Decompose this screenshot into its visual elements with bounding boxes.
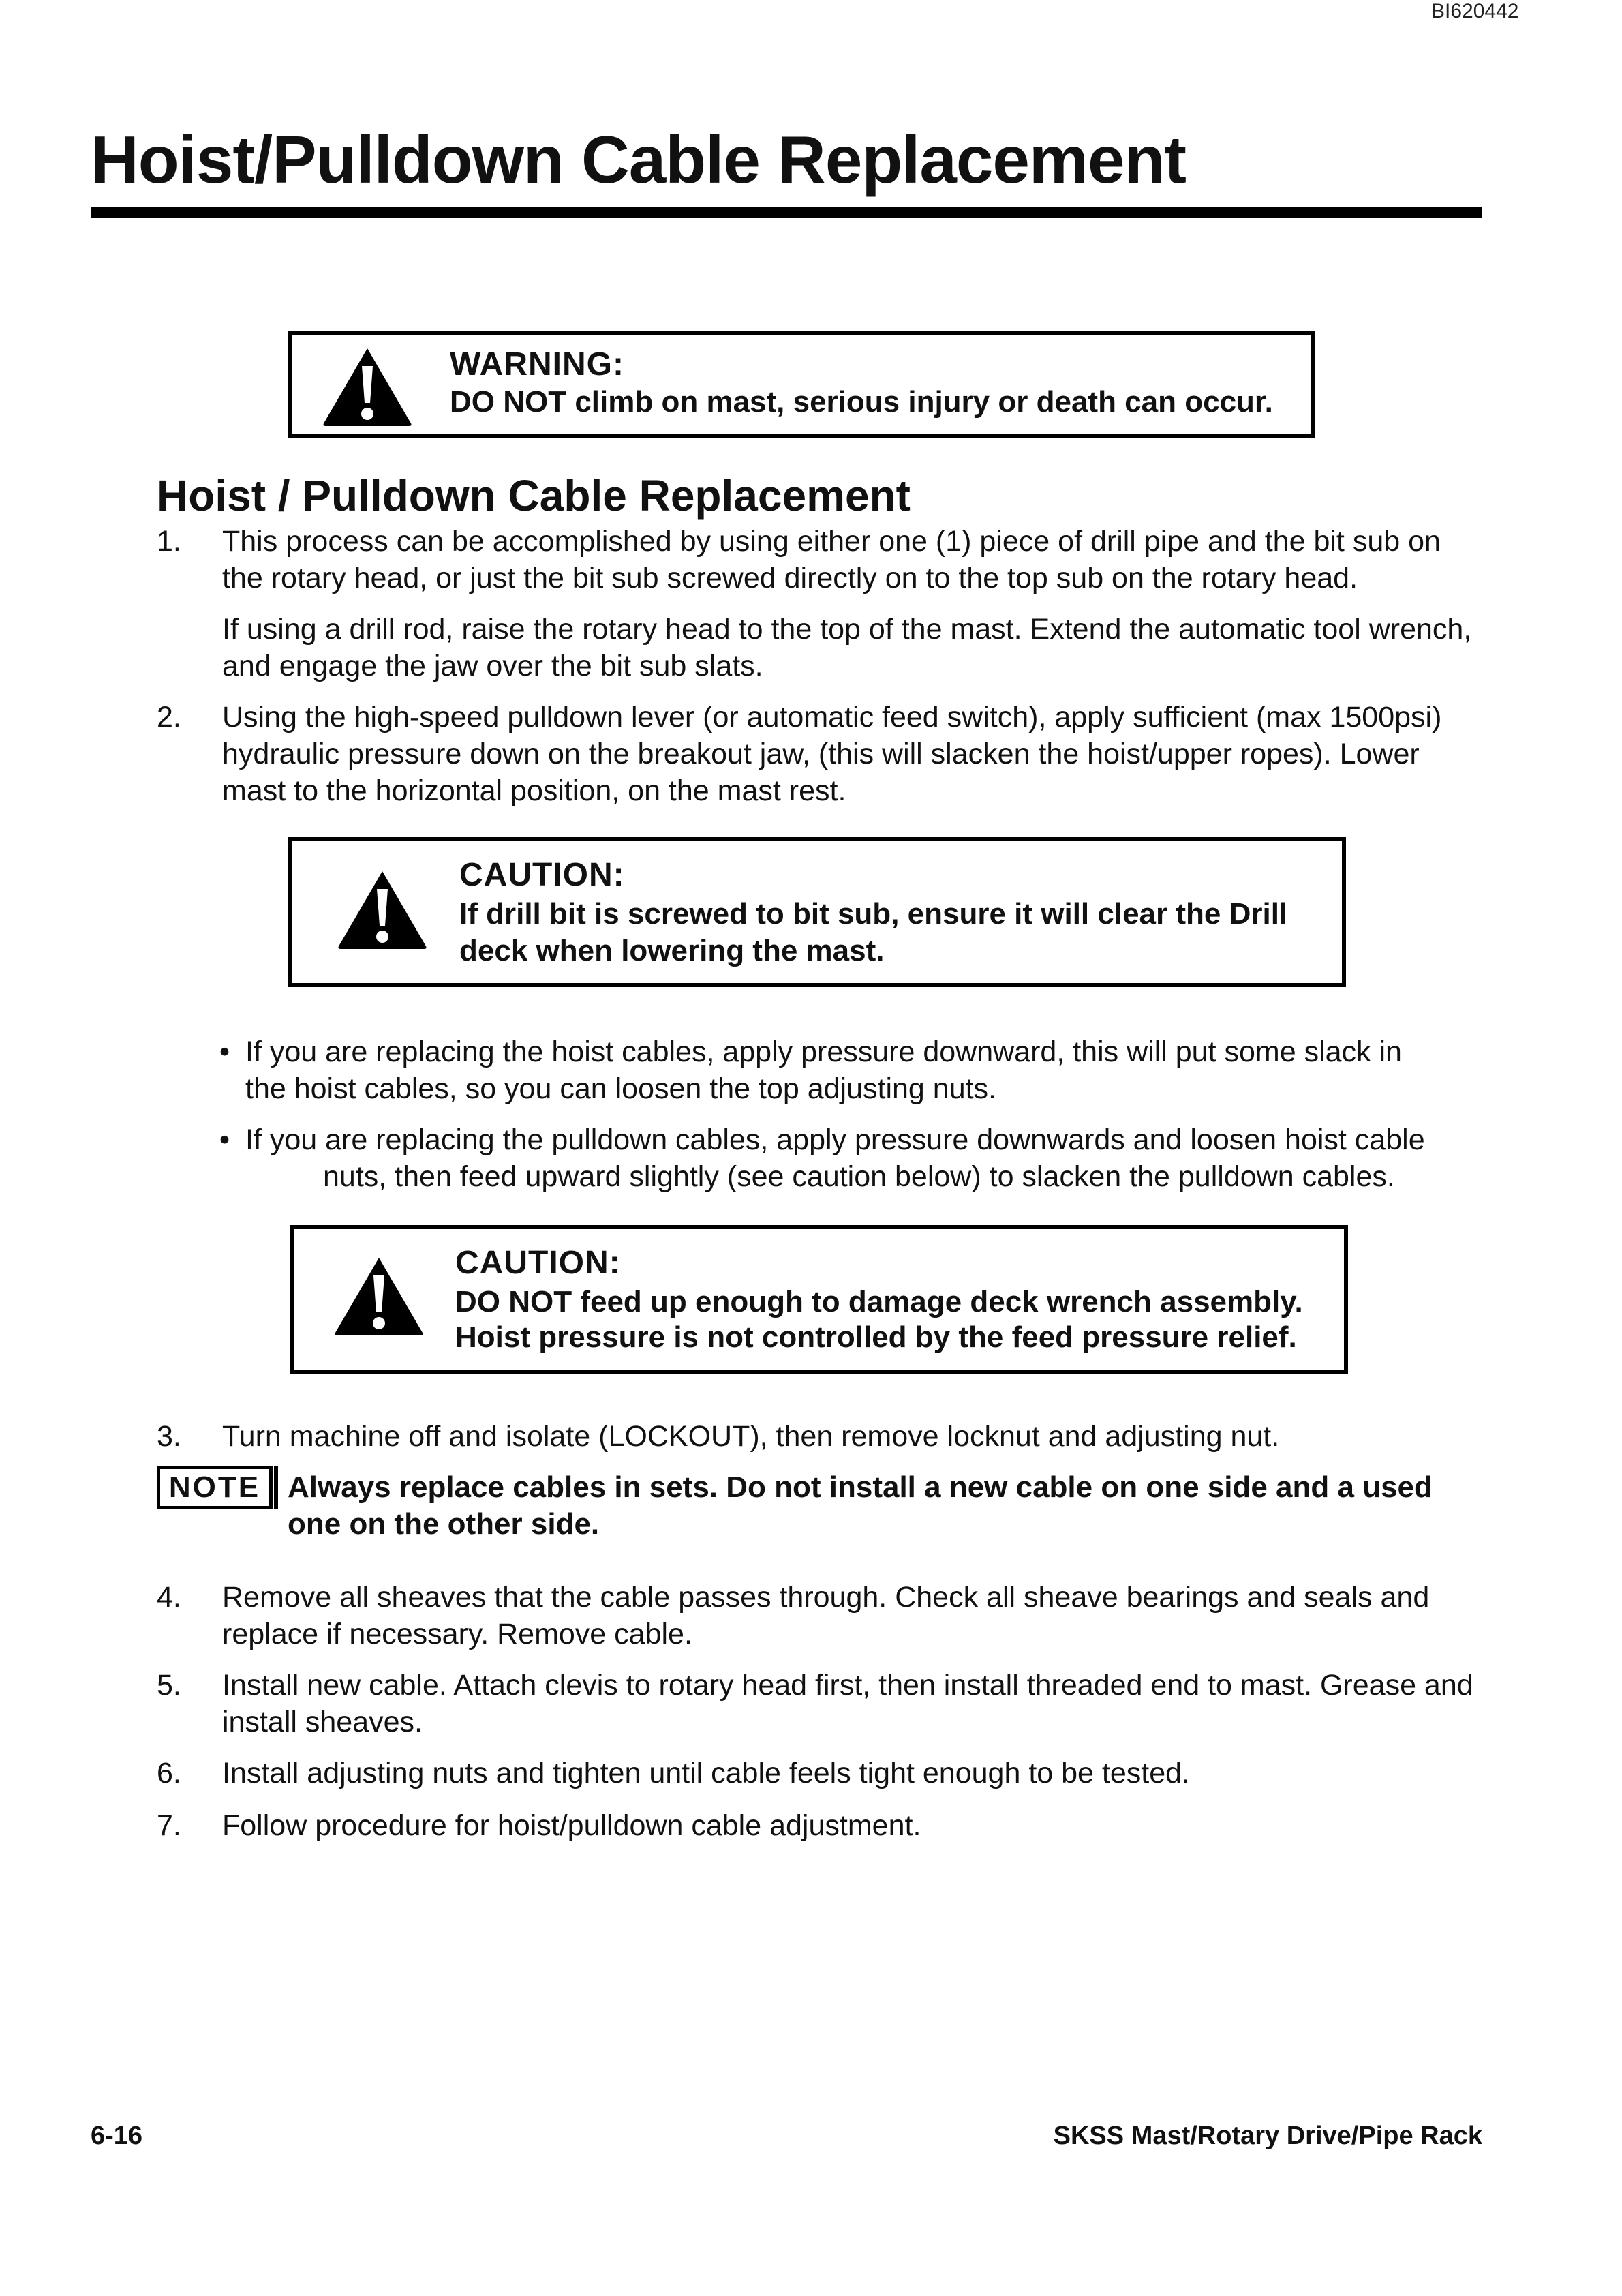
step-text: Install adjusting nuts and tighten until cable feels tight enough to be tested.: [222, 1757, 1190, 1789]
note-text: Always replace cables in sets. Do not install a new cable on one side and a used one on the other side.: [288, 1470, 1433, 1541]
step-number: 6.: [157, 1757, 181, 1789]
step-number: 5.: [157, 1669, 181, 1702]
step-text: Remove all sheaves that the cable passes through. Check all sheave bearings and seals and replace if necessary. Remove cable.: [222, 1581, 1430, 1650]
bullet-line: the hoist cables, so you can loosen the top adjusting nuts.: [245, 1072, 997, 1105]
step-number: 1.: [157, 525, 181, 558]
page-title: Hoist/Pulldown Cable Replacement: [91, 122, 1187, 197]
step-text: Turn machine off and isolate (LOCKOUT), then remove locknut and adjusting nut.: [222, 1420, 1280, 1453]
step-number: 3.: [157, 1420, 181, 1453]
bullet-marker: •: [219, 1036, 230, 1068]
step-text: Follow procedure for hoist/pulldown cable adjustment.: [222, 1809, 921, 1842]
footer-section-title: SKSS Mast/Rotary Drive/Pipe Rack: [1053, 2121, 1482, 2150]
step-text: This process can be accomplished by using either one (1) piece of drill pipe and the bit sub on the rotary head, or just the bit sub screwed directly on to the top sub on the rotary head.: [222, 525, 1441, 594]
caution-heading: CAUTION:: [455, 1245, 621, 1281]
section-heading: Hoist / Pulldown Cable Replacement: [157, 471, 911, 520]
caution-line: Hoist pressure is not controlled by the feed pressure relief.: [455, 1320, 1297, 1354]
warning-triangle-icon: [321, 346, 414, 427]
step-number: 4.: [157, 1581, 181, 1614]
document-id: BI620442: [1431, 0, 1519, 22]
note-badge: NOTE: [157, 1466, 273, 1509]
step-text: Install new cable. Attach clevis to rotary head first, then install threaded end to mast. Grease and install sheaves.: [222, 1669, 1473, 1738]
caution-heading: CAUTION:: [459, 857, 625, 893]
title-rule: [91, 207, 1482, 218]
caution-box: [290, 1225, 1348, 1374]
note-divider: [274, 1466, 278, 1509]
warning-box: [288, 331, 1315, 438]
caution-line: DO NOT feed up enough to damage deck wrench assembly.: [455, 1285, 1303, 1318]
step-text: Using the high-speed pulldown lever (or automatic feed switch), apply sufficient (max 1500psi) hydraulic pressure down on the breakout jaw, (this will slacken the hoist/upper ropes). Lower mast to the horizontal position, on the mast rest.: [222, 701, 1442, 807]
bullet-line: nuts, then feed upward slightly (see caution below) to slacken the pulldown cables.: [323, 1160, 1395, 1193]
warning-line: DO NOT climb on mast, serious injury or death can occur.: [450, 385, 1273, 419]
step-text: If using a drill rod, raise the rotary head to the top of the mast. Extend the automatic tool wrench, and engage the jaw over the bit sub slats.: [222, 613, 1472, 682]
caution-line: If drill bit is screwed to bit sub, ensure it will clear the Drill: [459, 897, 1288, 931]
page-number: 6-16: [91, 2121, 143, 2150]
caution-triangle-icon: [333, 1255, 425, 1337]
bullet-text: [245, 1033, 1486, 1107]
bullet-marker: •: [219, 1123, 230, 1156]
caution-box: [288, 837, 1346, 987]
bullet-text: [245, 1121, 1486, 1195]
caution-triangle-icon: [336, 868, 429, 950]
warning-heading: WARNING:: [450, 346, 624, 382]
step-number: 2.: [157, 701, 181, 734]
bullet-line: If you are replacing the pulldown cables, apply pressure downwards and loosen hoist cable: [245, 1123, 1425, 1156]
step-number: 7.: [157, 1809, 181, 1842]
caution-line: deck when lowering the mast.: [459, 934, 885, 967]
bullet-line: If you are replacing the hoist cables, apply pressure downward, this will put some slack in: [245, 1036, 1402, 1068]
